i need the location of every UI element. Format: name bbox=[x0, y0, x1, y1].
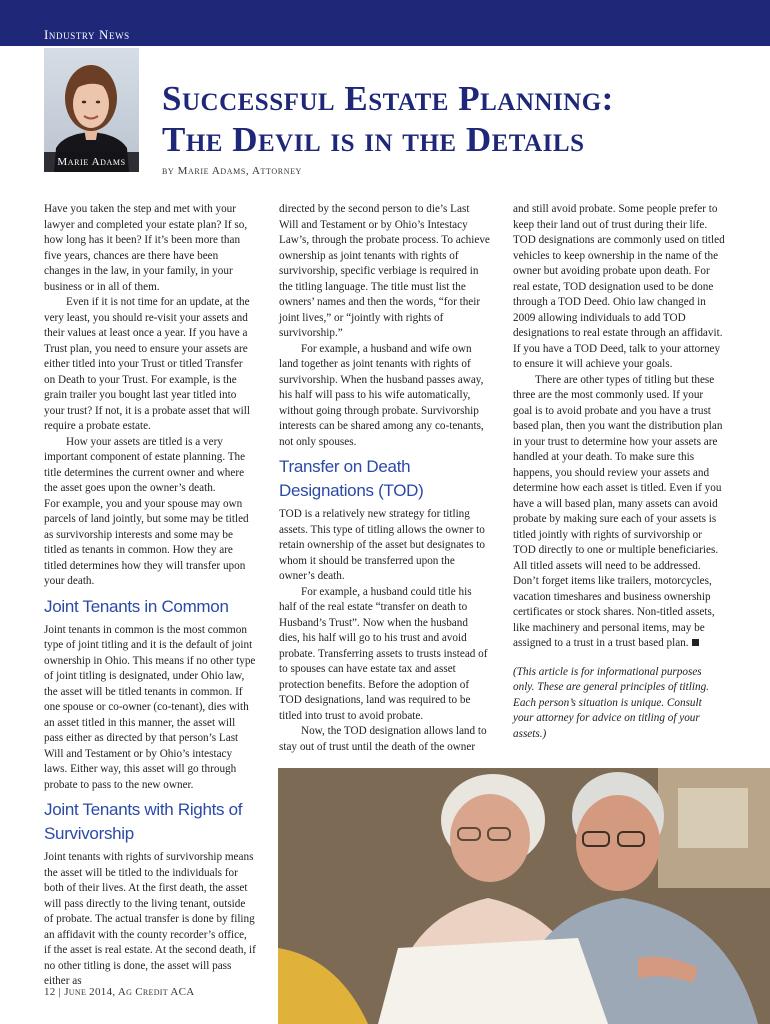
paragraph: and still avoid probate. Some people prefer to keep their land out of trust during their life. TOD designations are commonly used on titled vehicles to keep ownership in the name of the owner but avoiding probate upon death. For real estate, TOD designation used to be done through a TOD Deed. Ohio law changed in 2009 allowing individuals to add TOD designations to real estate through an affidavit. If you have a TOD Deed, talk to your attorney to ensure it will achieve your goals. bbox=[513, 203, 725, 370]
paragraph: For example, a husband could title his half of the real estate “transfer on death to Husband’s Trust”. Now when the husband dies, his half will go to his trust and avoid probate. Transferring assets to trusts instead of to spouses can have estate tax and asset protection benefits. Before the adoption of TOD designations, land was required to be titled into trust to avoid probate. bbox=[279, 585, 488, 722]
headline-line-1: Successful Estate Planning: bbox=[162, 79, 614, 118]
paragraph-text: There are other types of titling but these three are the most commonly used. If your goal is to avoid probate and you have a trust based plan, then you want the distribution plan in your trust to determine how your assets are handled at your death. To make sure this happens, you should review your assets and determine how each asset is titled. Even if you have a will based plan, many assets can avoid probate by making sure each of your assets is titled jointly with rights of survivorship or TOD directly to one or multiple beneficiaries. All titled assets will need to be addressed. Don’t forget items like trailers, motorcycles, vacation timeshares and business ownership certificates or stock shares. Non-titled assets, like machinery and personal items, may be assigned to a trust in a trust based plan. bbox=[513, 373, 723, 649]
subheading-transfer-on-death: Transfer on Death Designations (TOD) bbox=[279, 457, 424, 500]
paragraph: Joint tenants in common is the most common type of joint titling and it is the default of joint ownership in Ohio. This means if no other type of joint titling is designated, under Ohio law, the asset will be titled tenants in common. If one spouse or co-owner (co-tenant), dies with an asset titled in this manner, the asset will pass either as directed by that person’s Last Will and Testament or by Ohio’s intestacy laws. Either way, this asset will go through probate to pass to the new owner. bbox=[44, 623, 256, 791]
subheading-joint-tenants-survivorship: Joint Tenants with Rights of Survivorship bbox=[44, 800, 243, 843]
paragraph: Even if it is not time for an update, at the very least, you should re-visit your assets and their values at least once a year. If you have a Trust plan, you need to ensure your assets are either titled into your Trust or titled Transfer on Death to your Trust. For example, is the grain trailer you bought last year titled into your trust? If not, it is a probate asset that will require a probate estate. bbox=[44, 296, 250, 432]
paragraph: For example, a husband and wife own land together as joint tenants with rights of survivorship. When the husband passes away, his half will pass to his wife automatically, without going through probate. Survivorship interests can be shared among any co-tenants, not only spouses. bbox=[279, 342, 484, 448]
couple-reviewing-documents-illustration bbox=[278, 768, 770, 1024]
subheading-joint-tenants-in-common: Joint Tenants in Common bbox=[44, 596, 229, 616]
article-photo bbox=[278, 768, 770, 1024]
paragraph: Have you taken the step and met with your lawyer and completed your estate plan? If so, how long has it been? If it’s been more than five years, chances are there have been changes in the law, in your family, in your business or in all of them. bbox=[44, 203, 248, 293]
author-photo-caption: Marie Adams bbox=[44, 152, 139, 172]
paragraph: directed by the second person to die’s Last Will and Testament or by Ohio’s Intestacy Law’s, through the probate process. To achieve ownership as joint tenants with rights of survivorship, specific verbiage is required in the titling language. The title must list the owners’ names and then the words, “for their joint lives,” or “jointly with rights of survivorship.” bbox=[279, 203, 490, 339]
paragraph: How your assets are titled is a very important component of estate planning. The title determines the current owner and where the asset goes upon the owner’s death. bbox=[44, 435, 246, 494]
paragraph-final bbox=[513, 373, 725, 652]
section-label: Industry News bbox=[44, 27, 130, 42]
page-footer: 12 | June 2014, Ag Credit ACA bbox=[44, 986, 195, 998]
paragraph: For example, you and your spouse may own parcels of land jointly, but some may be titled as survivorship interests and some may be titled as tenants in common. How they are titled determines how they will transfer upon your death. bbox=[44, 497, 249, 587]
author-photo bbox=[44, 48, 139, 172]
paragraph: TOD is a relatively new strategy for titling assets. This type of titling allows the owner to retain ownership of the asset but designates to whom it should be transferred upon the owner’s death. bbox=[279, 508, 485, 582]
end-mark-icon bbox=[692, 639, 699, 646]
byline: by Marie Adams, Attorney bbox=[162, 165, 302, 177]
article-column-2 bbox=[279, 202, 491, 755]
section-header-bar bbox=[0, 0, 770, 46]
paragraph: Joint tenants with rights of survivorship means the asset will be titled to the individuals for both of their lives. At the first death, the asset will pass directly to the living tenant, outside of probate. The actual transfer is done by filing an affidavit with the county recorder’s office, if the asset is real estate. At the second death, if no other titling is done, the asset will pass either as bbox=[44, 851, 256, 987]
paragraph: Now, the TOD designation allows land to stay out of trust until the death of the owner bbox=[279, 725, 487, 753]
article-column-3 bbox=[513, 202, 725, 742]
disclaimer-note: (This article is for informational purposes only. These are general principles of titling. Each person’s situation is unique. Consult your attorney for advice on titling of your assets.) bbox=[513, 665, 709, 740]
headline-line-2: The Devil is in the Details bbox=[162, 120, 585, 159]
article-column-1 bbox=[44, 202, 256, 990]
article-headline bbox=[162, 78, 762, 160]
